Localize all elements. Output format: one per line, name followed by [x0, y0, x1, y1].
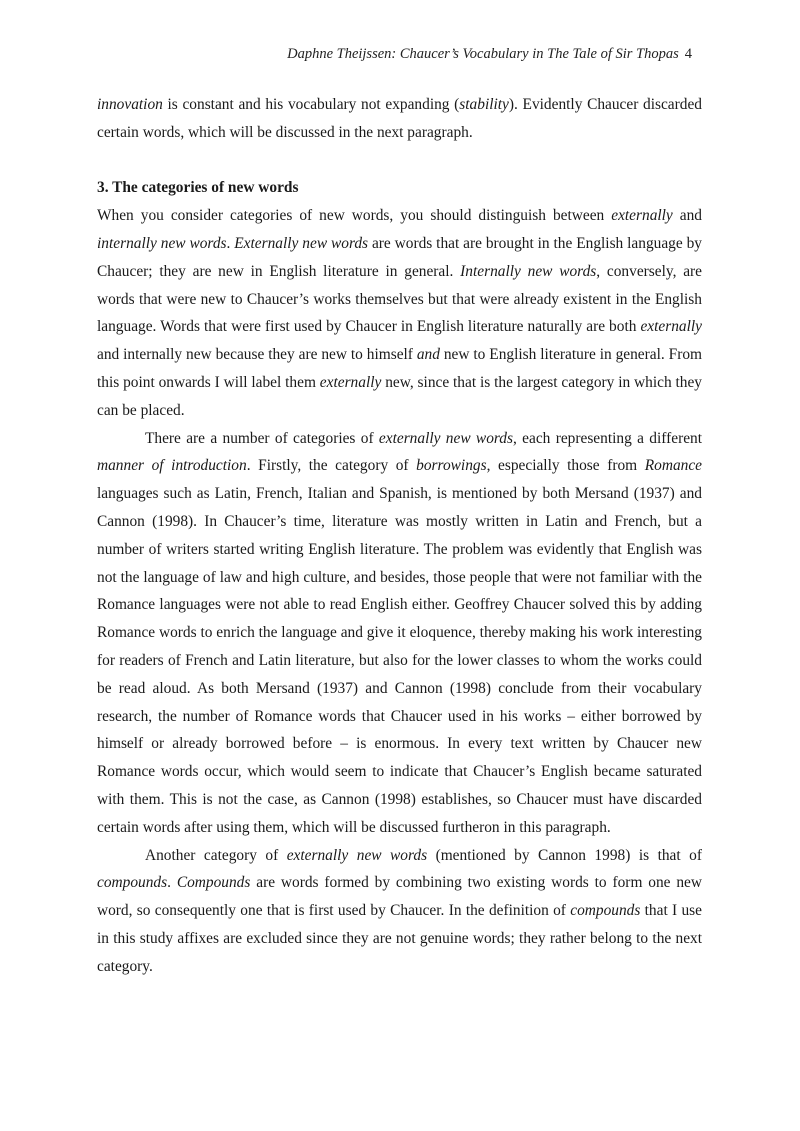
text-run: and [672, 207, 703, 225]
page-number: 4 [684, 46, 692, 62]
running-header [287, 46, 692, 63]
body-text [97, 91, 702, 981]
italic-term: internally new words [97, 234, 227, 252]
italic-term: externally [319, 373, 382, 391]
text-run: are words that are brought in the English language by Chaucer; they are new in English literature in general. [97, 234, 703, 280]
text-run: There are a number of categories of [145, 429, 379, 447]
text-run: . [167, 874, 177, 892]
italic-term: externally [611, 207, 673, 225]
paragraph-definitions [97, 202, 702, 424]
italic-term: externally [640, 318, 702, 336]
italic-term: Romance [644, 457, 702, 475]
text-run: languages such as Latin, French, Italian and Spanish, is mentioned by both Mersand (1937) and Cannon (1998). In Chaucer’s time, literature was mostly written in Latin and French, but a number of writers started writing English literature. The problem was evidently that English was not the language of law and high culture, and besides, those people that were not familiar with the Romance languages were not able to read English either. Geoffrey Chaucer solved this by adding Romance words to enrich the language and give it eloquence, thereby making his work interesting for readers of French and Latin literature, but also for the lower classes to whom the works could be read aloud. As both Mersand (1937) and Cannon (1998) conclude from their vocabulary research, the number of Romance words that Chaucer used in his works – either borrowed by himself or already borrowed before – is enormous. In every text written by Chaucer new Romance words occur, which would seem to indicate that Chaucer’s English became saturated with them. This is not the case, as Cannon (1998) establishes, so Chaucer must have discarded certain words after using them, which will be discussed furtheron in this paragraph. [97, 485, 702, 836]
italic-term: compounds [97, 874, 168, 892]
text-run: ). Evidently Chaucer discarded certain words, which will be discussed in the next paragraph. [97, 96, 702, 141]
text-run: . [226, 234, 235, 252]
text-run: (mentioned by Cannon 1998) is that of [427, 846, 702, 864]
text-run: new, since that is the largest category in which they can be placed. [97, 373, 702, 419]
text-run: is constant and his vocabulary not expanding ( [162, 96, 460, 113]
italic-term: compounds [570, 902, 641, 920]
text-run: are words formed by combining two existing words to form one new word, so consequently one that is first used by Chaucer. In the definition of [97, 874, 702, 920]
italic-term: manner of introduction [97, 457, 247, 475]
text-run: Another category of [145, 846, 287, 864]
term-innovation: innovation [97, 96, 163, 113]
text-run: When you consider categories of new words, you should distinguish between [97, 207, 612, 225]
italic-term: borrowings [416, 457, 487, 475]
paragraph-borrowings [97, 425, 702, 842]
paragraph-compounds [97, 842, 702, 981]
italic-term: externally new words [378, 429, 513, 447]
italic-term: Externally new words [234, 234, 369, 252]
text-run: . Firstly, the category of [246, 457, 417, 475]
text-run: new to English literature in general. From this point onwards I will label them [97, 346, 702, 391]
paragraph-continuation [97, 91, 702, 147]
text-run: that I use in this study affixes are excluded since they are not genuine words; they rather belong to the next category. [97, 902, 702, 975]
italic-term: externally new words [286, 846, 428, 864]
text-run: and internally new because they are new to himself [97, 346, 417, 364]
text-run: , especially those from [486, 457, 645, 475]
italic-term: Compounds [176, 874, 251, 892]
text-run: , conversely, are words that were new to Chaucer’s works themselves but that were already existent in the English language. Words that were first used by Chaucer in English literature naturally are both [97, 262, 702, 336]
italic-term: Internally new words [460, 262, 597, 280]
text-run: , each representing a different [513, 429, 702, 447]
section-heading: 3. The categories of new words [97, 179, 299, 197]
running-title: Daphne Theijssen: Chaucer’s Vocabulary in The Tale of Sir Thopas [287, 46, 679, 62]
term-stability: stability [459, 96, 509, 113]
italic-term: and [416, 346, 440, 364]
